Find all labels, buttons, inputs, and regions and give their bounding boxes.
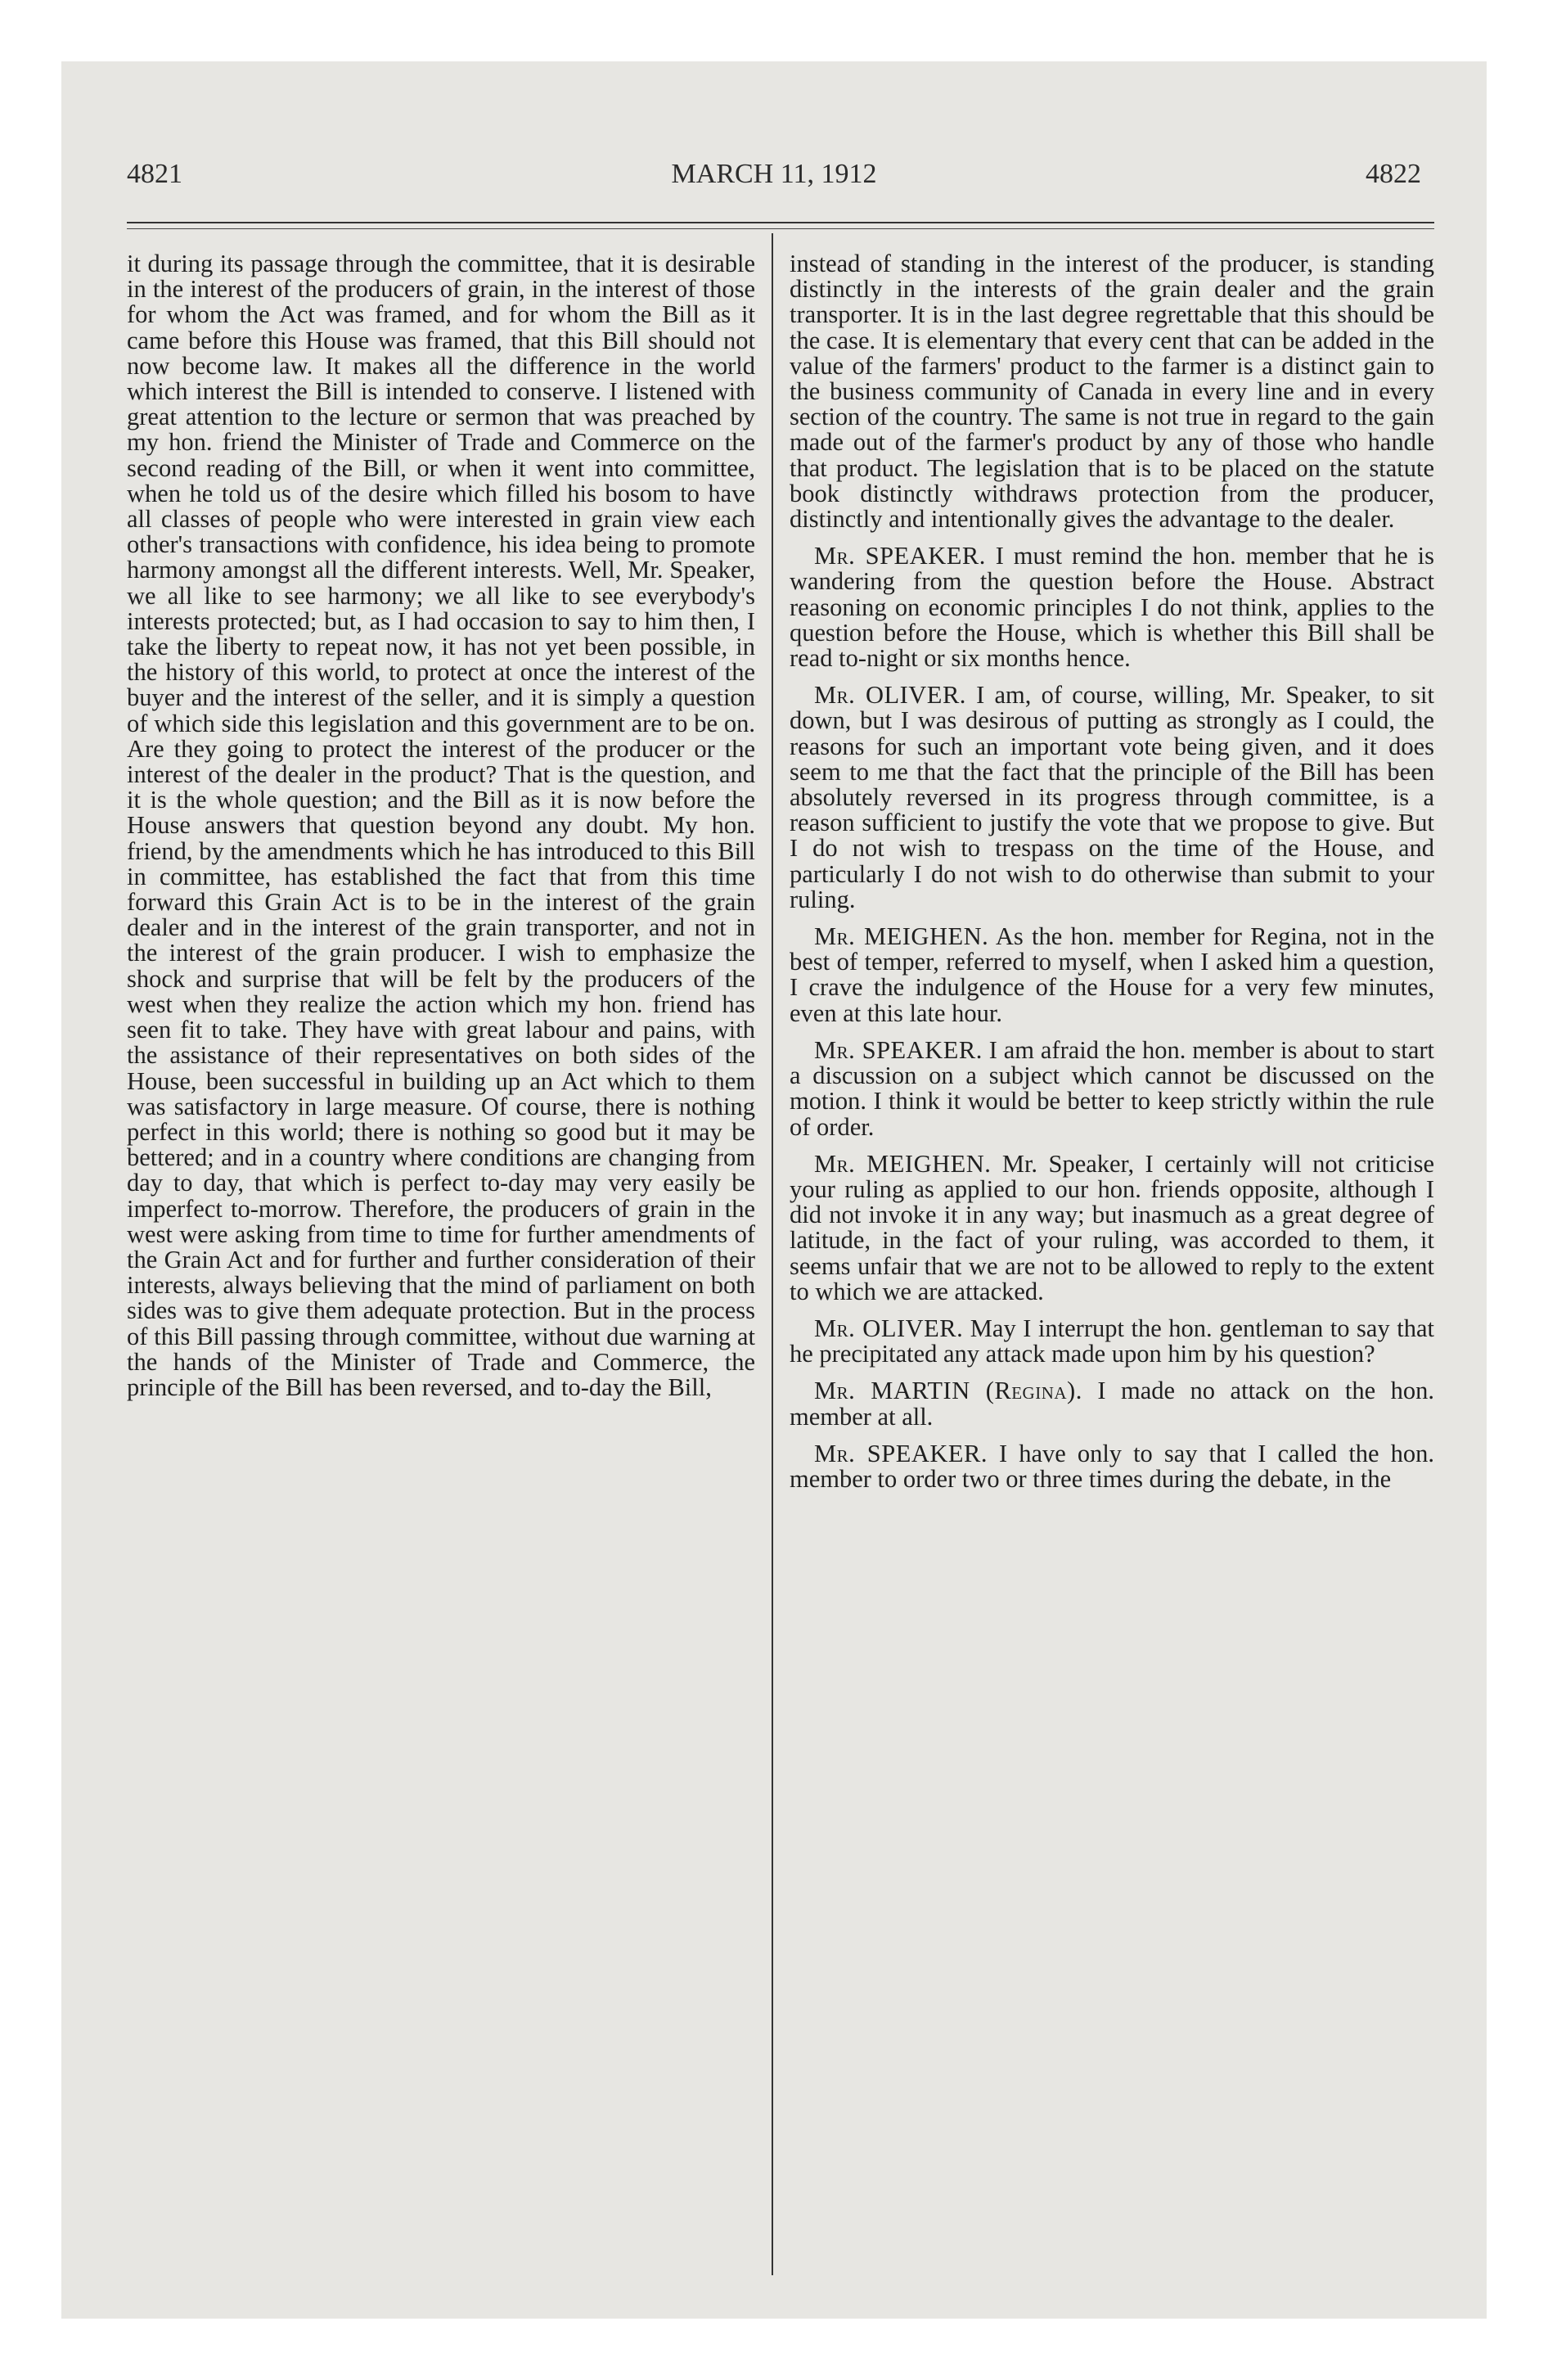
speaker-name: Mr. MARTIN (Regina). — [814, 1377, 1082, 1405]
right-paragraph: instead of standing in the interest of the producer, is standing distinctly in the interests of the grain dealer and the grain transporter. It is in the last degree regrettable that this should be the case. It is elementary that every cent that can be added in the value of the farmers' product to the farmer is a distinct gain to the business community of Canada in every line and in every section of the country. The same is not true in regard to the gain made out of the farmer's product by any of those who handle that product. The legislation that is to be placed on the statute book distinctly withdraws protection from the producer, distinctly and intentionally gives the advantage to the dealer. — [790, 250, 1434, 534]
speech-meighen-1 — [790, 924, 1434, 1026]
speech-text: Mr. Speaker, I certainly will not criticise your ruling as applied to our hon. friends opposite, although I did not invoke it in any way; but inasmuch as a great degree of latitude, in the fact of your ruling, was accorded to them, it seems unfair that we are not to be allowed to reply to the extent to which we are attacked. — [790, 1149, 1435, 1305]
speaker-name: Mr. OLIVER. — [814, 681, 966, 710]
speech-speaker-2 — [790, 1035, 1435, 1141]
speech-martin — [790, 1378, 1434, 1429]
speech-text: As the hon. member for Regina, not in the best of temper, referred to myself, when I asked him a question, I crave the indulgence of the House for a very few minutes, even at this late hour. — [790, 922, 1434, 1027]
left-paragraph: it during its passage through the committee, that it is desirable in the interest of the producers of grain, in the interest of those for whom the Act was framed, and for whom the Bill as it came before this House was framed, that this Bill should not now become law. It makes all the difference in the world which interest the Bill is intended to conserve. I listened with great attention to the lecture or sermon that was preached by my hon. friend the Minister of Trade and Commerce on the second reading of the Bill, or when it went into committee, when he told us of the desire which filled his bosom to have all classes of people who were interested in grain view each other's transactions with confidence, his idea being to promote harmony amongst all the different interests. Well, Mr. Speaker, we all like to see harmony; we all like to see everybody's interests protected; but, as I had occasion to say to him then, I take the liberty to repeat now, it has not yet been possible, in the history of this world, to protect at once the interest of the buyer and the interest of the seller, and it is simply a question of which side this legislation and this government are to be on. Are they going to protect the interest of the producer or the interest of the dealer in the product? That is the question, and it is the whole question; and the Bill as it is now before the House answers that question beyond any doubt. My hon. friend, by the amendments which he has introduced to this Bill in committee, has established the fact that from this time forward this Grain Act is to be in the interest of the grain dealer and in the interest of the grain transporter, and not in the interest of the grain producer. I wish to emphasize the shock and surprise that will be felt by the producers of the west when they realize the action which my hon. friend has seen fit to take. They have with great labour and pains, with the assistance of their representatives on both sides of the House, been successful in building up an Act which to them was satisfactory in large measure. Of course, there is nothing perfect in this world; there is nothing so good but it may be bettered; and in a country where conditions are changing from day to day, that which is perfect to-day may very easily be imperfect to-morrow. Therefore, the producers of grain in the west were asking from time to time for further amendments of the Grain Act and for further and further consideration of their interests, always believing that the mind of parliament on both sides was to give them adequate protection. But in the process of this Bill passing through committee, without due warning at the hands of the Minister of Trade and Commerce, the principle of the Bill has been reversed, and to-day the Bill, — [127, 250, 755, 1401]
speaker-name: Mr. OLIVER. — [814, 1314, 964, 1342]
header-rule-thin — [127, 228, 1434, 229]
speech-oliver-1 — [790, 683, 1434, 913]
speech-text: I made no attack on the hon. member at all. — [790, 1377, 1435, 1431]
page-date: MARCH 11, 1912 — [671, 159, 877, 189]
speech-text: I must remind the hon. member that he is wandering from the question before the House. Abstract reasoning on economic principles I do not think, applies to the question before the House, which is whether this Bill shall be read to-night or six months hence. — [790, 542, 1435, 673]
speaker-name: Mr. MEIGHEN. — [814, 1149, 992, 1178]
speech-oliver-2 — [790, 1316, 1434, 1367]
speaker-name: Mr. SPEAKER. — [814, 542, 986, 570]
speech-speaker-3 — [790, 1441, 1434, 1492]
speech-text: May I interrupt the hon. gentleman to say that he precipitated any attack made upon him by his question? — [790, 1314, 1434, 1368]
speech-text: I have only to say that I called the hon. member to order two or three times during the debate, in the — [790, 1439, 1434, 1493]
speech-speaker-1 — [790, 543, 1434, 671]
page-header — [61, 151, 1487, 197]
speech-meighen-2 — [790, 1149, 1435, 1305]
document-page — [61, 61, 1487, 2319]
right-column — [773, 251, 1434, 1492]
speech-text: I am afraid the hon. member is about to start a discussion on a subject which cannot be discussed on the motion. I think it would be better to keep strictly within the rule of order. — [790, 1035, 1435, 1141]
speaker-name: Mr. SPEAKER. — [814, 1035, 983, 1064]
left-column — [127, 251, 755, 1400]
speech-text: I am, of course, willing, Mr. Speaker, to sit down, but I was desirous of putting as strongly as I could, the reasons for such an important vote being given, and it does seem to me that the fact that the principle of the Bill has been absolutely reversed in its progress through committee, is a reason sufficient to justify the vote that we propose to give. But I do not wish to trespass on the time of the House, and particularly I do not wish to do otherwise than submit to your ruling. — [790, 681, 1434, 913]
right-page-number: 4822 — [1366, 159, 1421, 189]
speaker-name: Mr. SPEAKER. — [814, 1439, 988, 1467]
header-rule — [127, 222, 1434, 223]
left-page-number: 4821 — [127, 159, 182, 189]
speaker-name: Mr. MEIGHEN. — [814, 922, 989, 951]
